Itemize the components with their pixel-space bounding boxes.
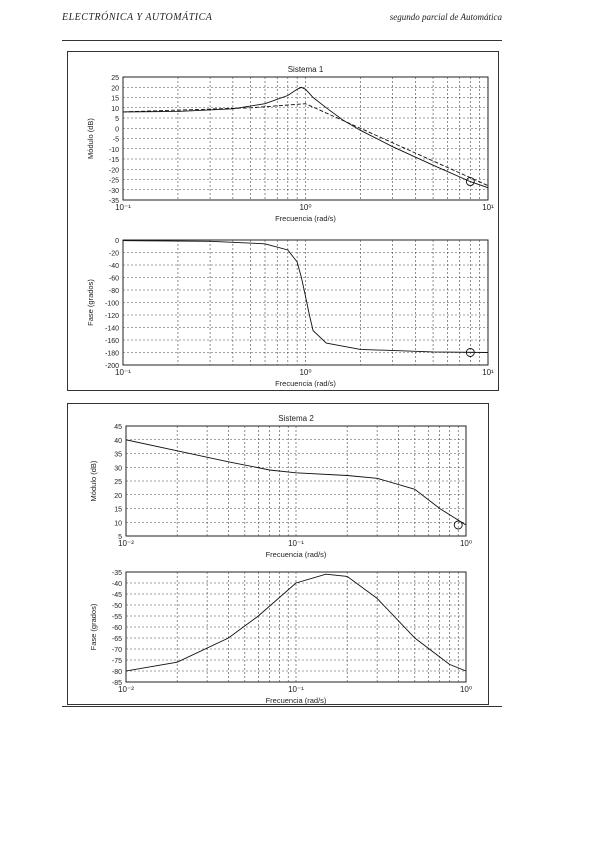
x-axis-label: Frecuencia (rad/s) xyxy=(265,550,327,559)
y-tick-label: -30 xyxy=(108,187,119,195)
bode-magnitude-chart-sistema-2 xyxy=(68,404,488,559)
y-tick-label: -20 xyxy=(108,250,119,258)
y-tick-label: -35 xyxy=(111,570,122,577)
bode-phase-chart-sistema-1 xyxy=(68,222,498,390)
x-tick-label: 10¹ xyxy=(482,203,494,212)
y-tick-label: 15 xyxy=(111,95,119,103)
x-axis-label: Frecuencia (rad/s) xyxy=(275,379,336,388)
x-tick-label: 10⁻¹ xyxy=(288,539,304,548)
y-tick-label: -40 xyxy=(108,263,119,270)
y-tick-label: -85 xyxy=(111,680,122,687)
y-tick-label: -35 xyxy=(108,198,119,205)
y-tick-label: 40 xyxy=(114,437,122,445)
y-tick-label: 30 xyxy=(114,465,122,473)
y-tick-label: -5 xyxy=(112,136,119,144)
y-tick-label: -60 xyxy=(108,275,119,283)
y-axis-label: Módulo (dB) xyxy=(89,460,98,502)
x-tick-label: 10⁻² xyxy=(118,685,134,694)
x-tick-label: 10⁰ xyxy=(459,685,473,694)
y-tick-label: -50 xyxy=(111,603,122,610)
y-axis-label: Fase (grados) xyxy=(89,603,98,651)
x-tick-label: 10⁻² xyxy=(118,539,134,548)
y-tick-label: 5 xyxy=(118,534,122,541)
y-tick-label: -180 xyxy=(104,350,119,358)
y-tick-label: -120 xyxy=(104,313,119,320)
document-header-right: segundo parcial de Automática xyxy=(389,12,502,22)
y-tick-label: -80 xyxy=(111,669,122,676)
y-tick-label: -15 xyxy=(108,157,119,164)
y-tick-label: -55 xyxy=(111,614,122,621)
y-tick-label: 5 xyxy=(115,116,119,123)
y-tick-label: 10 xyxy=(111,105,119,113)
y-tick-label: -200 xyxy=(104,363,119,370)
x-tick-label: 10⁻¹ xyxy=(115,203,131,212)
document-header-left: ELECTRÓNICA Y AUTOMÁTICA xyxy=(62,12,213,23)
x-axis-label: Frecuencia (rad/s) xyxy=(275,214,336,223)
figure-panel-sistema-2 xyxy=(67,403,489,705)
y-tick-label: 0 xyxy=(115,238,119,245)
y-tick-label: -25 xyxy=(108,177,119,185)
y-tick-label: -45 xyxy=(111,592,122,599)
y-tick-label: -140 xyxy=(104,325,119,333)
x-tick-label: 10⁰ xyxy=(299,368,312,377)
y-tick-label: 0 xyxy=(115,126,119,134)
y-tick-label: 45 xyxy=(114,424,122,431)
bode-phase-chart-sistema-2 xyxy=(68,554,488,704)
y-tick-label: -10 xyxy=(108,146,119,154)
x-axis-label: Frecuencia (rad/s) xyxy=(265,696,327,705)
x-tick-label: 10¹ xyxy=(482,368,494,377)
top-rule xyxy=(62,40,502,41)
y-tick-label: 15 xyxy=(114,506,122,514)
y-tick-label: -80 xyxy=(108,288,119,295)
chart-title: Sistema 2 xyxy=(278,414,314,423)
y-tick-label: -75 xyxy=(111,658,122,665)
chart-title: Sistema 1 xyxy=(287,65,324,74)
y-tick-label: -70 xyxy=(111,647,122,654)
y-tick-label: -100 xyxy=(104,300,119,308)
y-tick-label: -65 xyxy=(111,636,122,643)
y-tick-label: 20 xyxy=(111,85,119,93)
bode-magnitude-chart-sistema-1 xyxy=(68,52,498,222)
figure-panel-sistema-1 xyxy=(67,51,499,391)
y-axis-label: Módulo (dB) xyxy=(86,118,95,159)
plot-area xyxy=(123,240,488,365)
y-tick-label: -60 xyxy=(111,625,122,632)
x-tick-label: 10⁻¹ xyxy=(288,685,304,694)
y-tick-label: -20 xyxy=(108,167,119,175)
x-tick-label: 10⁻¹ xyxy=(115,368,131,377)
y-tick-label: -160 xyxy=(104,338,119,345)
y-tick-label: 10 xyxy=(114,520,122,528)
y-tick-label: -40 xyxy=(111,581,122,588)
y-tick-label: 25 xyxy=(114,479,122,486)
y-tick-label: 25 xyxy=(111,75,119,82)
x-tick-label: 10⁰ xyxy=(459,539,473,548)
x-tick-label: 10⁰ xyxy=(299,203,312,212)
y-axis-label: Fase (grados) xyxy=(86,279,95,326)
y-tick-label: 35 xyxy=(114,451,122,459)
bottom-rule xyxy=(62,706,502,707)
y-tick-label: 20 xyxy=(114,492,122,500)
